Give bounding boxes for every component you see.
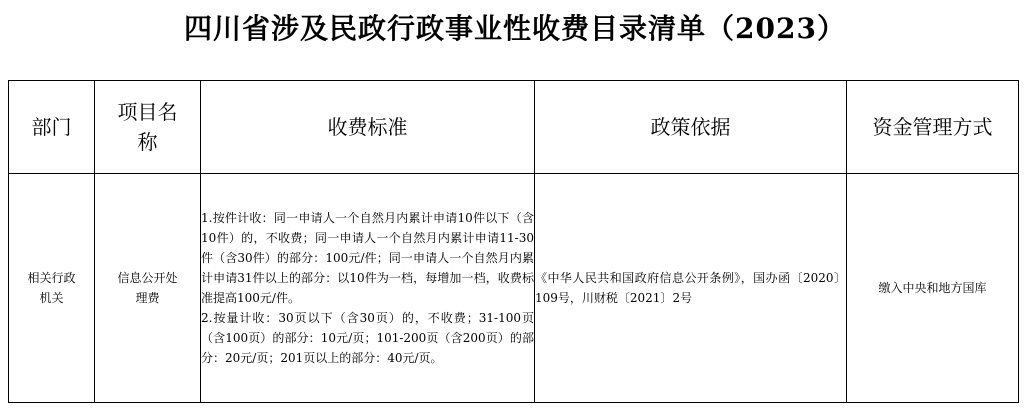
header-dept: 部门	[9, 81, 95, 174]
page-title: 四川省涉及民政行政事业性收费目录清单（2023）	[184, 12, 846, 45]
header-item-name	[95, 81, 201, 174]
header-standard: 收费标准	[201, 81, 535, 174]
cell-policy	[535, 174, 847, 403]
standard-by-item: 1.按件计收：同一申请人一个自然月内累计申请10件以下（含10件）的，不收费；同一申请人一个自然月内累计申请11-30件（含30件）的部分：100元/件；同一申请人一个自然月内累计申请31件以上的部分：以10件为一档，每增加一档，收费标准提高100元/件。	[201, 211, 534, 305]
policy-text: 《中华人民共和国政府信息公开条例》，国办函〔2020〕109号，川财税〔2021〕2号	[535, 271, 846, 305]
table-row	[9, 174, 1019, 403]
header-item-name-line2: 称	[137, 130, 158, 154]
item-line2: 理费	[135, 291, 160, 305]
header-management: 资金管理方式	[847, 81, 1019, 174]
cell-standard	[201, 174, 535, 403]
cell-management: 缴入中央和地方国库	[847, 174, 1019, 403]
item-line1: 信息公开处	[117, 271, 178, 285]
standard-by-page: 2.按量计收：30页以下（含30页）的，不收费；31-100页（含100页）的部分：10元/页；101-200页（含200页）的部分：20元/页；201页以上的部分：40元/页。	[201, 311, 534, 365]
header-policy: 政策依据	[535, 81, 847, 174]
dept-line1: 相关行政	[27, 271, 76, 285]
cell-dept	[9, 174, 95, 403]
cell-item-name	[95, 174, 201, 403]
fee-catalog-table	[8, 80, 1019, 403]
table-header-row	[9, 81, 1019, 174]
dept-line2: 机关	[39, 291, 64, 305]
header-item-name-line1: 项目名	[117, 100, 178, 124]
